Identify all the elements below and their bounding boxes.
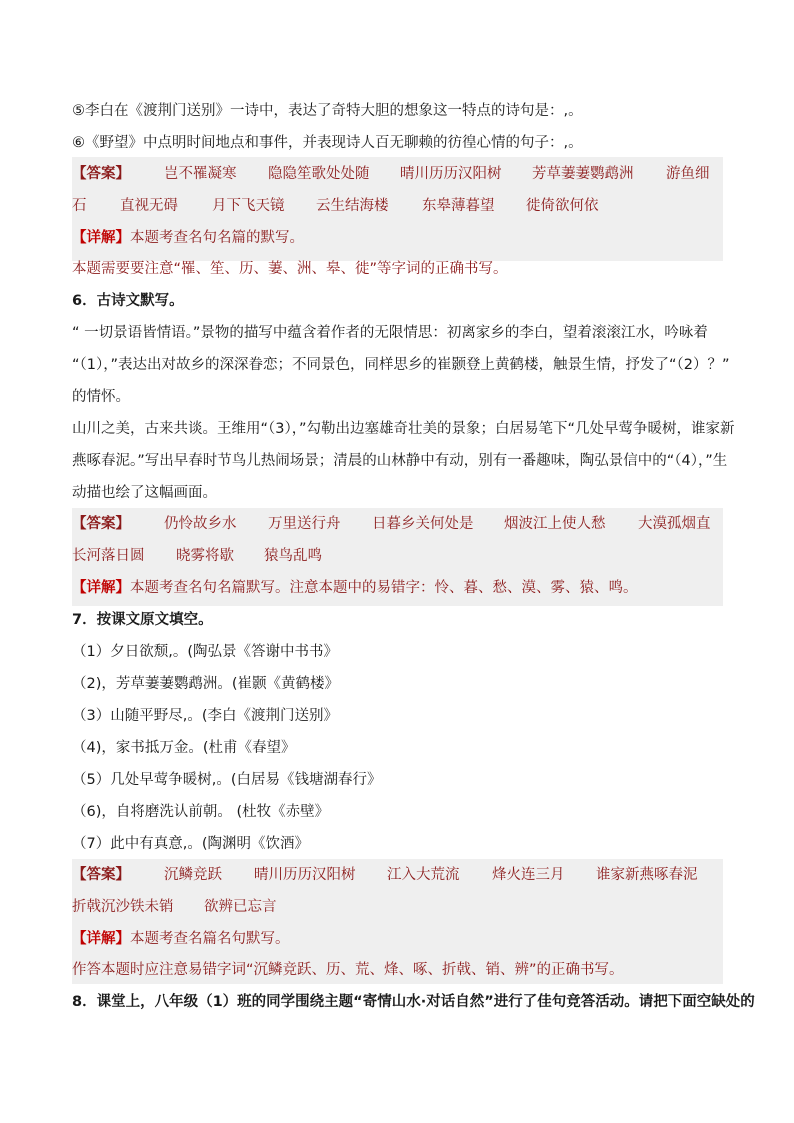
answer-item: 大漠孤烟直 [638, 516, 711, 532]
q7-answer-row-1 [72, 865, 722, 885]
q5-note: 本题需要要注意“罹、笙、历、萋、洲、皋、徙”等字词的正确书写。 [72, 261, 508, 277]
answer-tag: 【答案】 [72, 516, 130, 532]
answer-item: 徙倚欲何依 [526, 198, 599, 214]
answer-item: 晴川历历汉阳树 [254, 867, 356, 883]
q5-detail [72, 228, 304, 248]
answer-item: 石 [72, 198, 87, 214]
answer-item: 仍怜故乡水 [164, 516, 237, 532]
answer-item: 谁家新燕啄春泥 [596, 867, 698, 883]
answer-item: 折戟沉沙铁未销 [72, 899, 174, 915]
answer-item: 东皋薄暮望 [422, 198, 495, 214]
q8-title: 8．课堂上，八年级（1）班的同学围绕主题“寄情山水·对话自然”进行了佳句竞答活动。请把下面空缺处的 [72, 994, 755, 1010]
q6-paragraph-line: 山川之美，古来共谈。王维用“（3），”勾勒出边塞雄奇壮美的景象；白居易笔下“几处早莺争暖树，谁家新 [72, 421, 735, 437]
q7-detail [72, 929, 290, 949]
q7-item: （4)，家书抵万金。(杜甫《春望》 [72, 740, 296, 756]
q7-item: （5）几处早莺争暖树,。(白居易《钱塘湖春行》 [72, 772, 382, 788]
q7-item: （1）夕日欲颓,。(陶弘景《答谢中书书》 [72, 644, 338, 660]
answer-item: 晓雾将歇 [176, 548, 234, 564]
answer-tag: 【答案】 [72, 166, 130, 182]
answer-item: 云生结海楼 [316, 198, 389, 214]
q7-item: （7）此中有真意,。(陶渊明《饮酒》 [72, 836, 309, 852]
q7-item: （3）山随平野尽,。(李白《渡荆门送别》 [72, 708, 338, 724]
answer-item: 岂不罹凝寒 [164, 166, 237, 182]
q6-paragraph-line: 的情怀。 [72, 389, 130, 405]
q6-answer-row-1 [72, 514, 722, 534]
answer-item: 沉鳞竞跃 [164, 867, 222, 883]
detail-tag: 【详解】 [72, 580, 130, 596]
q6-detail [72, 578, 638, 598]
detail-tag: 【详解】 [72, 931, 130, 947]
q6-paragraph-line: 动描也绘了这幅画面。 [72, 485, 217, 501]
answer-item: 烽火连三月 [492, 867, 565, 883]
q5-item-6: ⑥《野望》中点明时间地点和事件，并表现诗人百无聊赖的彷徨心情的句子：,。 [72, 135, 583, 151]
q6-paragraph-line: “ 一切景语皆情语。”景物的描写中蕴含着作者的无限情思：初离家乡的李白，望着滚滚江水，吟咏着 [72, 325, 708, 341]
q5-item-5: ⑤李白在《渡荆门送别》一诗中，表达了奇特大胆的想象这一特点的诗句是：,。 [72, 103, 583, 119]
q5-answer-row-2 [72, 196, 722, 216]
detail-text: 本题考查名句名篇默写。注意本题中的易错字：怜、暮、愁、漠、雾、猿、鸣。 [130, 580, 638, 596]
q5-answer-row-1 [72, 164, 722, 184]
answer-item: 日暮乡关何处是 [372, 516, 474, 532]
answer-item: 晴川历历汉阳树 [400, 166, 502, 182]
answer-item: 长河落日圆 [72, 548, 145, 564]
answer-tag: 【答案】 [72, 867, 130, 883]
answer-item: 隐隐笙歌处处随 [268, 166, 370, 182]
answer-item: 芳草萋萋鹦鹉洲 [532, 166, 634, 182]
answer-item: 游鱼细 [666, 166, 710, 182]
detail-text: 本题考查名句名篇的默写。 [130, 230, 304, 246]
answer-item: 欲辨已忘言 [204, 899, 277, 915]
q6-paragraph-line: 燕啄春泥。”写出早春时节鸟儿热闹场景；清晨的山林静中有动，别有一番趣味，陶弘景信中的“（4），”生 [72, 453, 728, 469]
q7-item: （6)，自将磨洗认前朝。 (杜牧《赤壁》 [72, 804, 330, 820]
answer-item: 猿鸟乱鸣 [264, 548, 322, 564]
q7-item: （2)，芳草萋萋鹦鹉洲。(崔颢《黄鹤楼》 [72, 676, 340, 692]
q7-note: 作答本题时应注意易错字词“沉鳞竞跃、历、荒、烽、啄、折戟、销、辨”的正确书写。 [72, 962, 624, 978]
q6-answer-row-2 [72, 546, 722, 566]
answer-item: 直视无碍 [120, 198, 178, 214]
q6-paragraph-line: “（1），”表达出对故乡的深深眷恋；不同景色，同样思乡的崔颢登上黄鹤楼，触景生情，抒发了“（2）？” [72, 357, 730, 373]
q7-title: 7．按课文原文填空。 [72, 612, 213, 628]
q7-answer-row-2 [72, 897, 722, 917]
answer-item: 烟波江上使人愁 [504, 516, 606, 532]
q6-title: 6．古诗文默写。 [72, 293, 184, 309]
answer-item: 月下飞天镜 [212, 198, 285, 214]
answer-item: 万里送行舟 [268, 516, 341, 532]
detail-tag: 【详解】 [72, 230, 130, 246]
answer-item: 江入大荒流 [387, 867, 460, 883]
detail-text: 本题考查名篇名句默写。 [130, 931, 290, 947]
